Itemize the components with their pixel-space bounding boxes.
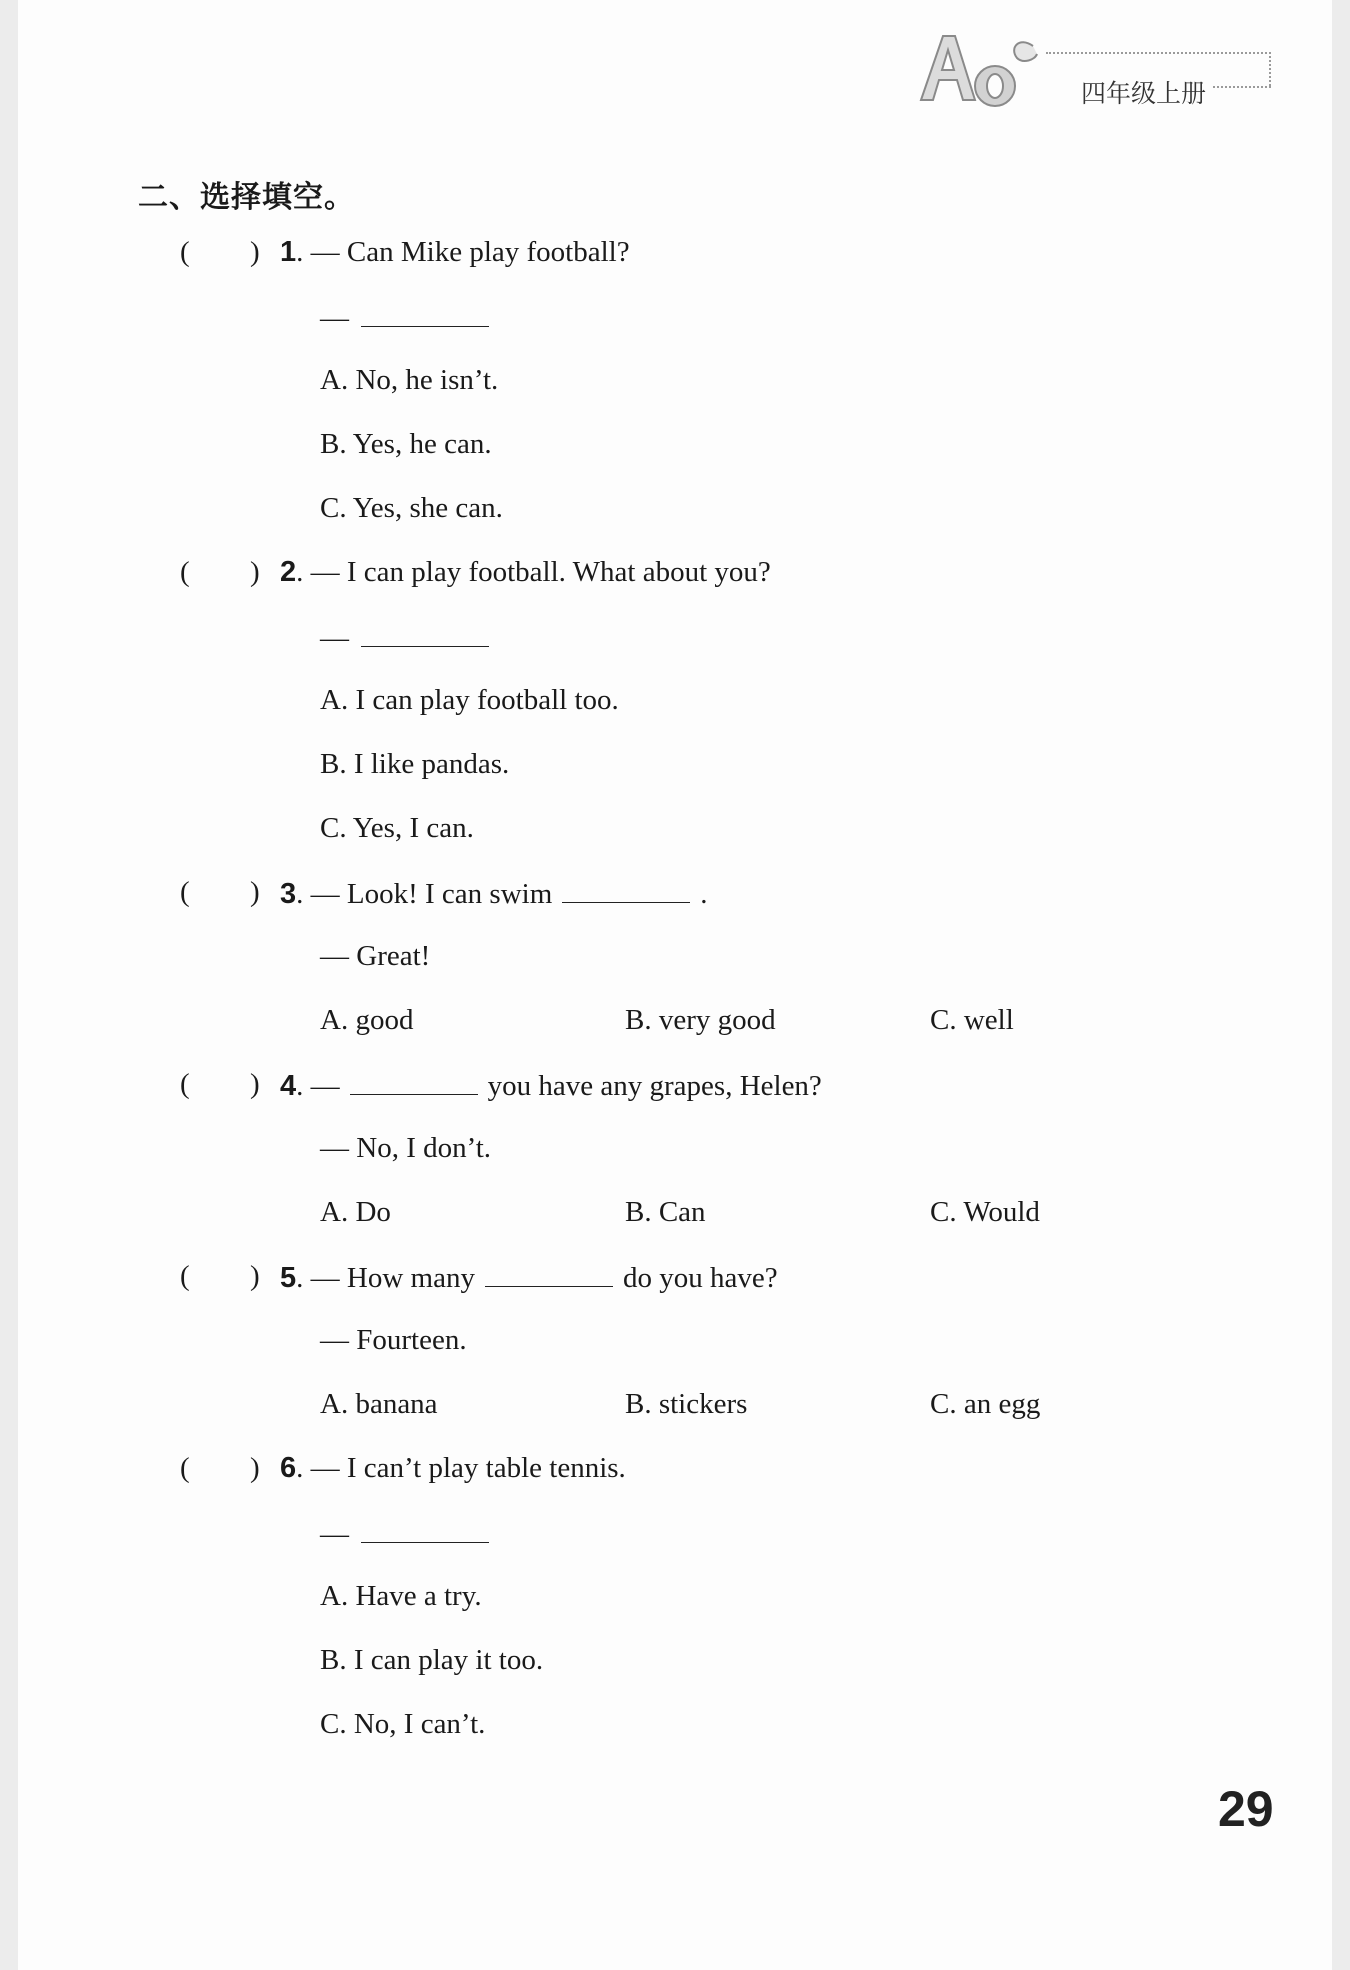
option-b: B. I can play it too. <box>320 1644 544 1676</box>
answer-paren-open[interactable]: ( <box>180 236 190 268</box>
question-prompt: 1. — Can Mike play football? <box>280 236 630 268</box>
reply-line: — Great! <box>320 940 431 972</box>
question-prompt: 6. — I can’t play table tennis. <box>280 1452 626 1484</box>
header-dotted-line <box>1046 52 1271 54</box>
question-number: 3 <box>280 878 297 910</box>
option-a: A. banana <box>320 1388 438 1420</box>
option-b: B. stickers <box>625 1388 748 1420</box>
option-c: C. Yes, she can. <box>320 492 503 524</box>
question-number: 5 <box>280 1262 297 1294</box>
option-b: B. Can <box>625 1196 706 1228</box>
answer-paren-close: ) <box>250 1068 260 1100</box>
option-a: A. Have a try. <box>320 1580 482 1612</box>
reply-line: — Fourteen. <box>320 1324 467 1356</box>
option-b: B. Yes, he can. <box>320 428 492 460</box>
question-number: 6 <box>280 1452 297 1484</box>
question-prompt: 5. — How many do you have? <box>280 1262 778 1294</box>
option-a: A. good <box>320 1004 414 1036</box>
answer-paren-close: ) <box>250 236 260 268</box>
question-number: 1 <box>280 236 297 268</box>
prompt-text: — Can Mike play football? <box>310 236 630 268</box>
abc-logo-icon <box>913 28 1048 110</box>
page-number: 29 <box>1218 1781 1274 1837</box>
prompt-text: — I can’t play table tennis. <box>310 1452 626 1484</box>
prompt-text: — Look! I can swim <box>310 878 553 910</box>
answer-paren-open[interactable]: ( <box>180 556 190 588</box>
answer-blank[interactable] <box>361 620 489 647</box>
option-c: C. No, I can’t. <box>320 1708 486 1740</box>
prompt-text: — <box>310 1070 340 1102</box>
option-c: C. well <box>930 1004 1014 1036</box>
answer-blank[interactable] <box>485 1260 613 1287</box>
reply-line: — <box>320 300 499 335</box>
prompt-text: — How many <box>310 1262 475 1294</box>
answer-paren-close: ) <box>250 1452 260 1484</box>
option-b: B. I like pandas. <box>320 748 510 780</box>
option-c: C. Yes, I can. <box>320 812 474 844</box>
answer-paren-open[interactable]: ( <box>180 876 190 908</box>
option-a: A. I can play football too. <box>320 684 619 716</box>
reply-line: — <box>320 1516 499 1551</box>
option-a: A. No, he isn’t. <box>320 364 499 396</box>
answer-blank[interactable] <box>361 300 489 327</box>
answer-blank[interactable] <box>562 876 690 903</box>
answer-paren-open[interactable]: ( <box>180 1068 190 1100</box>
question-prompt: 4. — you have any grapes, Helen? <box>280 1070 822 1102</box>
worksheet-page <box>18 0 1332 1970</box>
answer-paren-open[interactable]: ( <box>180 1452 190 1484</box>
question-number: 2 <box>280 556 297 588</box>
reply-line: — No, I don’t. <box>320 1132 492 1164</box>
header-dotted-line <box>1213 86 1271 88</box>
question-prompt: 2. — I can play football. What about you? <box>280 556 771 588</box>
answer-paren-open[interactable]: ( <box>180 1260 190 1292</box>
option-b: B. very good <box>625 1004 776 1036</box>
answer-paren-close: ) <box>250 876 260 908</box>
answer-paren-close: ) <box>250 1260 260 1292</box>
answer-blank[interactable] <box>350 1068 478 1095</box>
answer-blank[interactable] <box>361 1516 489 1543</box>
option-c: C. an egg <box>930 1388 1041 1420</box>
section-title: 二、选择填空。 <box>138 180 355 215</box>
answer-paren-close: ) <box>250 556 260 588</box>
prompt-text: — I can play football. What about you? <box>310 556 771 588</box>
option-c: C. Would <box>930 1196 1040 1228</box>
option-a: A. Do <box>320 1196 391 1228</box>
header-dotted-line <box>1269 52 1271 86</box>
question-prompt: 3. — Look! I can swim . <box>280 878 708 910</box>
question-number: 4 <box>280 1070 297 1102</box>
reply-line: — <box>320 620 499 655</box>
grade-label: 四年级上册 <box>1081 79 1207 108</box>
